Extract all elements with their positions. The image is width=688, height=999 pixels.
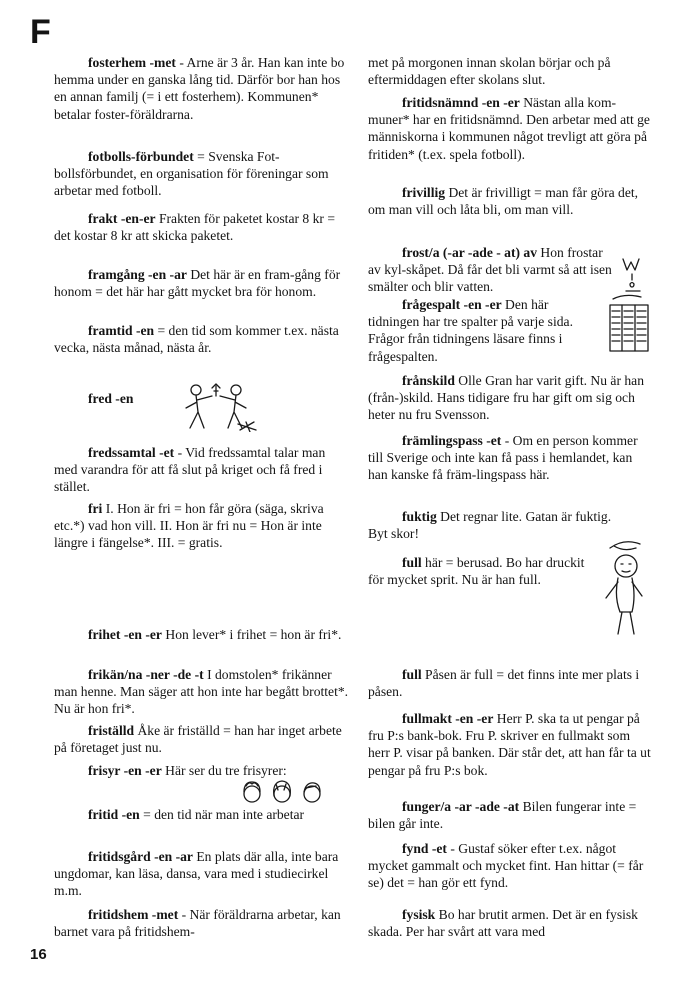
definition: Frakten för paketet kostar 8 kr = det kostar 8 kr att skicka paketet. (54, 211, 335, 244)
definition: = den tid när man inte arbetar (139, 807, 305, 822)
two-figures-holding-flower-icon (176, 382, 262, 432)
definition: - När föräldrarna arbetar, kan barnet vara på fritidshem- (54, 907, 341, 940)
headword: fuktig (402, 509, 437, 524)
headword: framtid -en (88, 323, 155, 338)
entry-fungera (368, 798, 652, 832)
definition: - Vid fredssamtal talar man med varandra för att få slut på kriget och få fred i stället. (54, 445, 326, 495)
definition: = Svenska Fot-bollsförbundet, en organisation för föreningar som arbetar med fotboll. (54, 149, 329, 199)
headword: frånskild (402, 373, 455, 388)
definition: met på morgonen innan skolan börjar och på eftermiddagen efter skolans slut. (368, 55, 611, 88)
headword: frisyr -en -er (88, 763, 162, 778)
newspaper-columns-icon (607, 293, 651, 355)
entry-full-pasen (368, 666, 652, 700)
headword: frivillig (402, 185, 446, 200)
definition: - Arne är 3 år. Han kan inte bo hemma under en ganska lång tid. Därför bor han hos en annan familj (= i ett fosterhem). Kommunen* betalar foster-föräldrarna. (54, 55, 345, 122)
drunk-man-icon (596, 536, 652, 640)
definition: Här ser du tre frisyrer: (161, 763, 287, 778)
entry-fredssamtal (54, 444, 350, 496)
headword: full (402, 555, 422, 570)
entry-fynd (368, 840, 652, 892)
definition: Herr P. ska ta ut pengar på fru P:s bank-bok. Fru P. skriver en fullmakt som herr P. visar på banken. Där står det, att han får ta ut pengar på fru P:s bok. (368, 711, 651, 778)
definition: Den här tidningen har tre spalter på varje sida. Frågor från tidningens läsare finns i frågespalten. (368, 297, 573, 364)
headword: friställd (88, 723, 135, 738)
entry-framtid (54, 322, 350, 356)
headword: framgång -en -ar (88, 267, 187, 282)
entry-fysisk (368, 906, 652, 940)
definition: Det regnar lite. Gatan är fuktig. Byt skor! (368, 509, 612, 542)
entry-frakt (54, 210, 350, 244)
entry-fritid (54, 806, 350, 823)
headword: frakt -en-er (88, 211, 156, 226)
headword: fritidsgård -en -ar (88, 849, 193, 864)
entry-fosterhem (54, 54, 350, 123)
three-hairstyles-icon (240, 778, 326, 808)
headword: fri (88, 501, 103, 516)
definition: I. Hon är fri = hon får göra (säga, skriva etc.*) vad hon vill. II. Hon är fri nu = Hon är inte längre i fängelse*. III. = gratis. (54, 501, 324, 551)
headword: fredssamtal -et (88, 445, 175, 460)
definition: Påsen är full = det finns inte mer plats i påsen. (368, 667, 640, 700)
definition: - Gustaf söker efter t.ex. något mycket gammalt och mycket fint. Han hittar (= får se) det = han gör ett fynd. (368, 841, 644, 891)
definition: Åke är friställd = han har inget arbete på företaget just nu. (54, 723, 342, 756)
headword: funger/a -ar -ade -at (402, 799, 520, 814)
entry-fullmakt (368, 710, 652, 779)
headword: fritid -en (88, 807, 140, 822)
page-number: 16 (30, 946, 47, 963)
definition: Bilen fungerar inte = bilen går inte. (368, 799, 637, 832)
entry-frihet (54, 626, 350, 643)
headword: fred -en (88, 391, 134, 406)
definition: Det är frivilligt = man får göra det, om man vill och låta bli, om man vill. (368, 185, 639, 218)
entry-fotbollsforbundet (54, 148, 350, 200)
entry-framlingspass (368, 432, 652, 484)
headword: full (402, 667, 422, 682)
headword: fysisk (402, 907, 436, 922)
headword: fynd -et (402, 841, 447, 856)
headword: fosterhem -met (88, 55, 176, 70)
entry-fristalld (54, 722, 350, 756)
definition: = den tid som kommer t.ex. nästa vecka, nästa månad, nästa år. (54, 323, 339, 356)
headword: frost/a (-ar -ade - at) av (402, 245, 538, 260)
definition: Hon lever* i frihet = hon är fri*. (161, 627, 342, 642)
entry-fritidshem-continued (368, 54, 652, 88)
definition: Hon frostar av kyl-skåpet. Då får det bli varmt så att isen smälter och blir vatten. (368, 245, 612, 295)
entry-full-berusad (368, 554, 598, 588)
definition: Det här är en fram-gång för honom = det här har gått mycket bra för honom. (54, 267, 341, 300)
entry-fri (54, 500, 350, 552)
definition: - Om en person kommer till Sverige och inte kan få pass i hemlandet, kan han kanske få främ-lingspass här. (368, 433, 638, 483)
entry-franskild (368, 372, 652, 424)
definition: Olle Gran har varit gift. Nu är han (från-)skild. Hans tidigare fru har gift om sig och heter nu fru Svensson. (368, 373, 645, 423)
entry-fritidsgard (54, 848, 350, 900)
definition: Nästan alla kom-muner* har en fritidsnämnd. Den arbetar med att ge människorna i kommunen något trevligt att göra på fritiden* (t.ex. spela fotboll). (368, 95, 650, 162)
entry-fritidshem (54, 906, 350, 940)
headword: fotbolls-förbundet (88, 149, 194, 164)
section-letter: F (30, 13, 51, 51)
definition: I domstolen* frikänner man henne. Man säger att hon inte har begått brottet*. Nu är hon fri*. (54, 667, 349, 717)
entry-frisyr (54, 762, 350, 779)
headword: främlingspass -et (402, 433, 502, 448)
headword: fritidshem -met (88, 907, 179, 922)
headword: frihet -en -er (88, 627, 162, 642)
entry-frikanna (54, 666, 350, 718)
definition: Bo har brutit armen. Det är en fysisk skada. Per har svårt att vara med (368, 907, 638, 940)
headword: frågespalt -en -er (402, 297, 502, 312)
entry-fritidsnamnd (368, 94, 652, 163)
entry-fragespalt (368, 296, 596, 365)
dripping-fridge-icon (620, 256, 646, 294)
entry-frosta (368, 244, 614, 296)
headword: frikän/na -ner -de -t (88, 667, 204, 682)
definition: En plats där alla, inte bara ungdomar, kan läsa, dansa, vara med i studiecirkel m.m. (54, 849, 339, 899)
headword: fullmakt -en -er (402, 711, 494, 726)
entry-framgang (54, 266, 350, 300)
entry-frivillig (368, 184, 652, 218)
headword: fritidsnämnd -en -er (402, 95, 520, 110)
definition: här = berusad. Bo har druckit för mycket sprit. Nu är han full. (368, 555, 585, 588)
entry-fuktig (368, 508, 616, 542)
